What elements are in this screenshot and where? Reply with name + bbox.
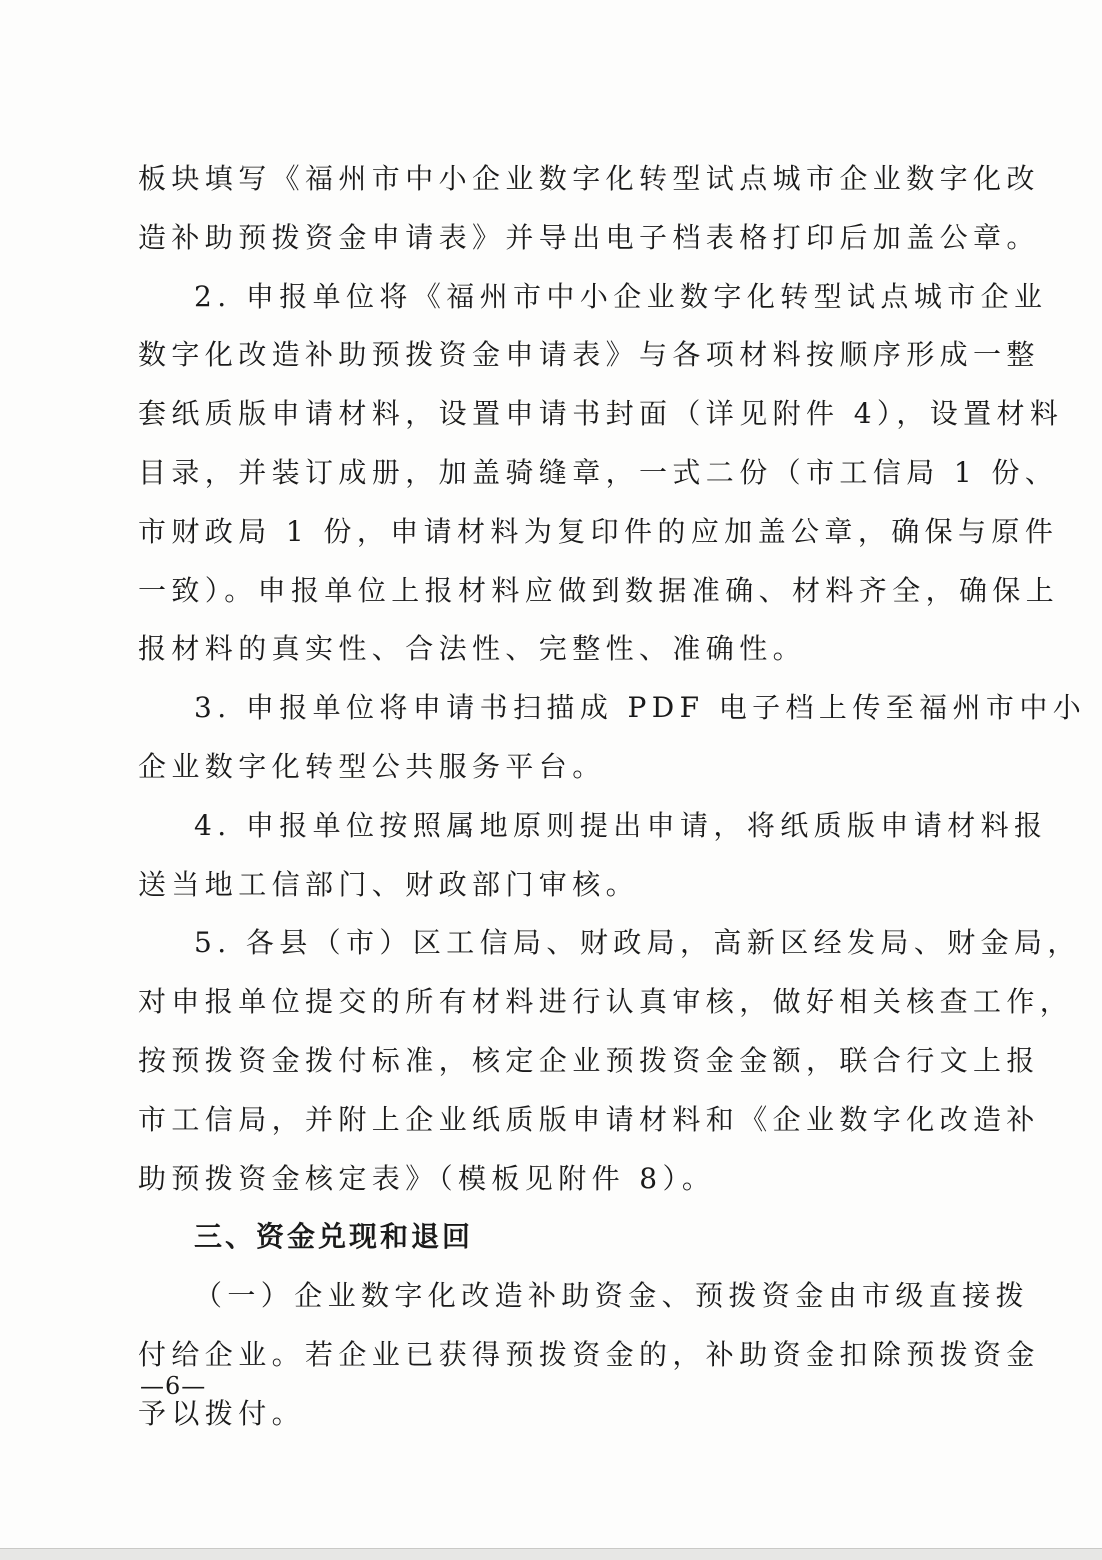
section-heading: 三、资金兑现和退回 bbox=[194, 1220, 474, 1254]
paragraph-item-4 bbox=[138, 797, 1048, 915]
text-line: 目录，并装订成册，加盖骑缝章，一式二份（市工信局 1 份、 bbox=[138, 455, 1059, 489]
text-line: 市财政局 1 份，申请材料为复印件的应加盖公章，确保与原件 bbox=[138, 514, 1059, 548]
text-line: 助预拨资金核定表》（模板见附件 8）。 bbox=[138, 1161, 716, 1195]
section-paragraph bbox=[138, 1267, 1040, 1443]
text-line: 板块填写《福州市中小企业数字化转型试点城市企业数字化改 bbox=[138, 162, 1040, 195]
text-line: 予以拨付。 bbox=[138, 1396, 306, 1430]
text-line: 送当地工信部门、财政部门审核。 bbox=[138, 867, 640, 901]
text-line: 市工信局，并附上企业纸质版申请材料和《企业数字化改造补 bbox=[138, 1102, 1040, 1136]
scan-edge bbox=[0, 1548, 1102, 1560]
text-line: 4. 申报单位按照属地原则提出申请，将纸质版申请材料报 bbox=[194, 808, 1048, 842]
text-line: 5. 各县（市）区工信局、财政局，高新区经发局、财金局， bbox=[194, 926, 1081, 960]
text-line: 付给企业。若企业已获得预拨资金的，补助资金扣除预拨资金 bbox=[138, 1337, 1040, 1371]
paragraph-continuation bbox=[138, 150, 1040, 268]
text-line: 2. 申报单位将《福州市中小企业数字化转型试点城市企业 bbox=[194, 279, 1048, 313]
text-line: （一）企业数字化改造补助资金、预拨资金由市级直接拨 bbox=[194, 1279, 1030, 1313]
paragraph-item-3 bbox=[138, 679, 1087, 797]
paragraph-item-5 bbox=[138, 914, 1081, 1208]
text-line: 对申报单位提交的所有材料进行认真审核，做好相关核查工作， bbox=[138, 985, 1074, 1019]
paragraph-item-2 bbox=[138, 268, 1064, 680]
document-body bbox=[138, 150, 1087, 1444]
text-line: 数字化改造补助预拨资金申请表》与各项材料按顺序形成一整 bbox=[138, 338, 1040, 372]
page-number: —6— bbox=[140, 1372, 207, 1400]
text-line: 套纸质版申请材料，设置申请书封面（详见附件 4），设置材料 bbox=[138, 397, 1064, 431]
text-line: 企业数字化转型公共服务平台。 bbox=[138, 749, 606, 783]
text-line: 报材料的真实性、合法性、完整性、准确性。 bbox=[138, 632, 807, 666]
text-line: 3. 申报单位将申请书扫描成 PDF 电子档上传至福州市中小 bbox=[194, 691, 1087, 725]
text-line: 一致）。申报单位上报材料应做到数据准确、材料齐全，确保上 bbox=[138, 573, 1060, 607]
text-line: 按预拨资金拨付标准，核定企业预拨资金金额，联合行文上报 bbox=[138, 1043, 1040, 1077]
text-line: 造补助预拨资金申请表》并导出电子档表格打印后加盖公章。 bbox=[138, 220, 1040, 254]
